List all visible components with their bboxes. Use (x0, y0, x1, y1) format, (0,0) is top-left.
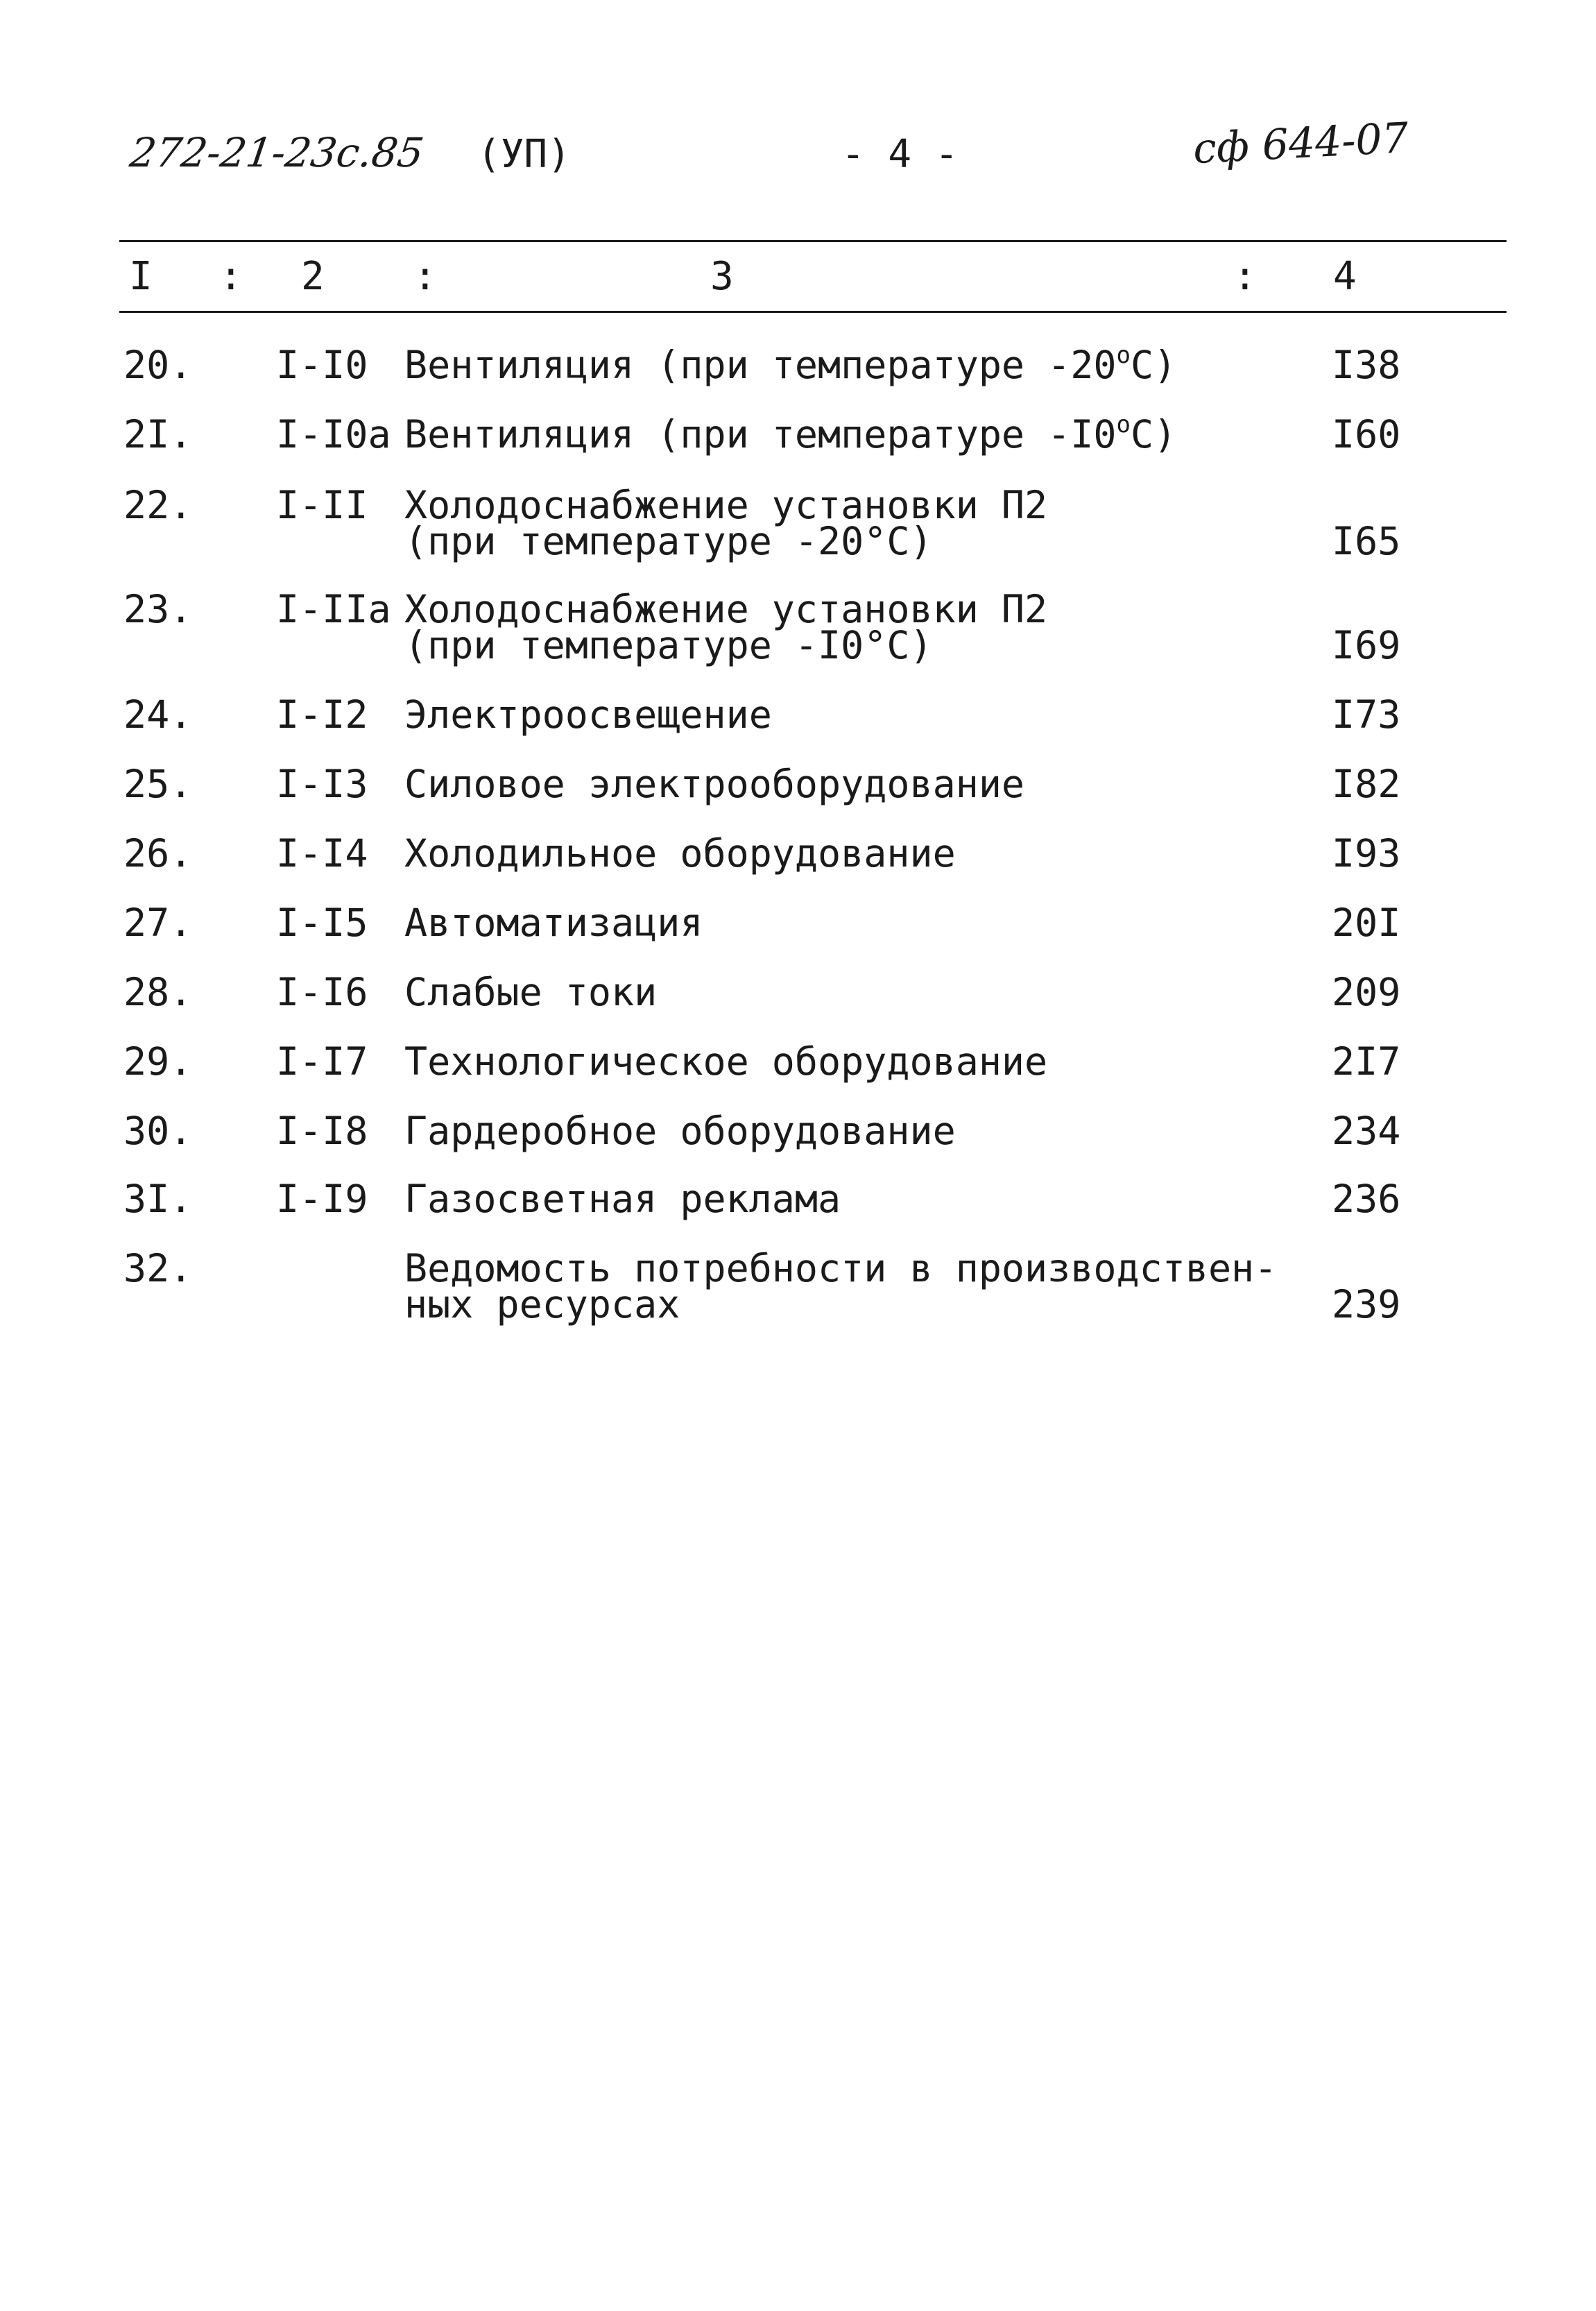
row-number: 27. (123, 901, 193, 945)
archive-code: сф 644-07 (1192, 113, 1410, 174)
row-page: 20I (1332, 901, 1401, 945)
row-code: I-II (276, 483, 368, 527)
row-title: Технологическое оборудование (404, 1039, 1048, 1084)
column-header-4: 4 (1333, 254, 1357, 299)
row-title: Газосветная реклама (404, 1177, 841, 1221)
row-title: Холодильное оборудование (404, 831, 956, 876)
row-number: 29. (123, 1039, 193, 1084)
row-number: 25. (123, 762, 193, 806)
row-page: 209 (1332, 970, 1401, 1014)
row-code: I-I0а (276, 412, 391, 457)
row-code: I-I3 (276, 762, 368, 806)
row-page: I60 (1332, 412, 1401, 457)
row-title: Слабые токи (404, 970, 658, 1014)
degree-superscript: о (1116, 411, 1131, 438)
column-separator: : (1233, 254, 1257, 299)
row-page: 2I7 (1332, 1039, 1401, 1084)
row-code: I-IIа (276, 587, 391, 631)
row-number: 23. (123, 587, 193, 631)
row-number: 2I. (123, 412, 193, 457)
row-page: 239 (1332, 1282, 1401, 1327)
row-title: Холодоснабжение установки П2 (при температуре -20°С) (404, 483, 1048, 563)
row-number: 22. (123, 483, 193, 527)
row-code: I-I2 (276, 692, 368, 737)
series-label: (УП) (477, 132, 571, 177)
row-code: I-I9 (276, 1177, 368, 1221)
column-header-3: 3 (710, 254, 734, 299)
row-title: Силовое электрооборудование (404, 762, 1025, 806)
row-title: Вентиляция (при температуре $-20^оС$) (404, 341, 1177, 387)
row-number: 20. (123, 343, 193, 387)
row-number: 3I. (123, 1177, 193, 1221)
row-number: 26. (123, 831, 193, 876)
column-header-1: I (129, 254, 153, 299)
document-code: 272-21-23с.85 (127, 129, 427, 176)
row-title: Вентиляция (при температуре $-I0^оС$) (404, 411, 1177, 457)
row-title: Холодоснабжение установки П2 (при температуре -I0°С) (404, 587, 1048, 667)
row-page: 236 (1332, 1177, 1401, 1221)
row-page: I38 (1332, 343, 1401, 387)
column-separator: : (219, 254, 243, 299)
row-page: I73 (1332, 692, 1401, 737)
table-header-rule (119, 311, 1507, 313)
column-header-2: 2 (301, 254, 325, 299)
row-number: 32. (123, 1246, 193, 1290)
row-code: I-I4 (276, 831, 368, 876)
row-code: I-I7 (276, 1039, 368, 1084)
row-code: I-I0 (276, 343, 368, 387)
row-code: I-I5 (276, 901, 368, 945)
row-page: I65 (1332, 519, 1401, 563)
row-code: I-I8 (276, 1109, 368, 1153)
row-number: 30. (123, 1109, 193, 1153)
row-title: Автоматизация (404, 901, 703, 945)
column-separator: : (413, 254, 437, 299)
row-page: I69 (1332, 623, 1401, 667)
row-title: Электроосвещение (404, 692, 772, 737)
row-code: I-I6 (276, 970, 368, 1014)
row-title: Гардеробное оборудование (404, 1109, 956, 1153)
row-page: I93 (1332, 831, 1401, 876)
row-page: I82 (1332, 762, 1401, 806)
table-top-rule (119, 240, 1507, 242)
row-page: 234 (1332, 1109, 1401, 1153)
page-number: - 4 - (841, 132, 959, 177)
row-number: 28. (123, 970, 193, 1014)
degree-superscript: о (1116, 341, 1131, 369)
row-number: 24. (123, 692, 193, 737)
row-title: Ведомость потребности в производствен- ных ресурсах (404, 1246, 1278, 1327)
